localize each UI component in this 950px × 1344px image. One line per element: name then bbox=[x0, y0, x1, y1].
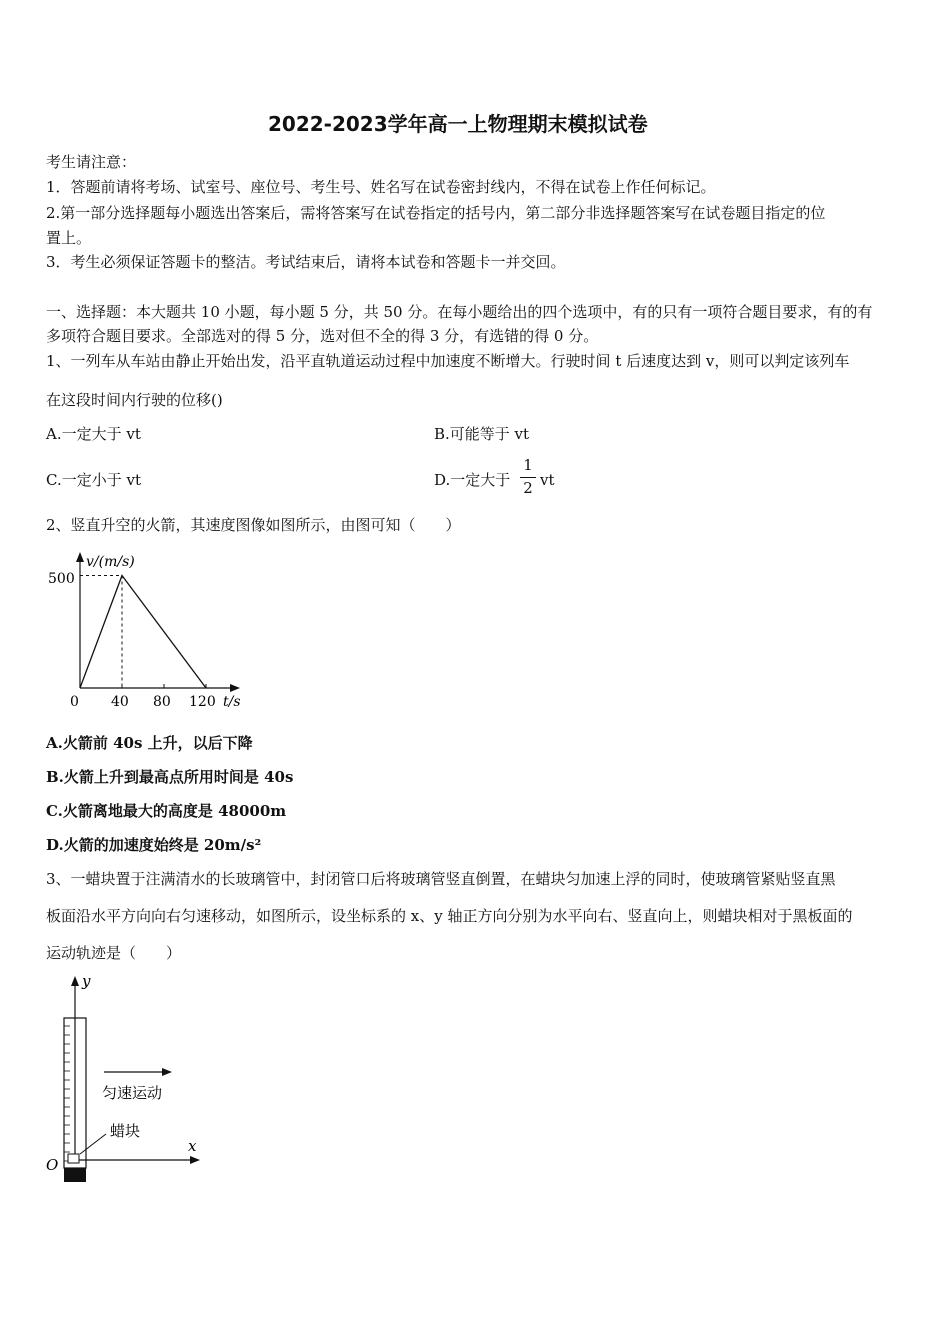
figure-y-label: y bbox=[82, 972, 91, 990]
graph-x-label: t/s bbox=[223, 694, 241, 710]
notice-item-2: 2.第一部分选择题每小题选出答案后，需将答案写在试卷指定的括号内，第二部分非选择题答案写在试卷题目指定的位 bbox=[46, 204, 826, 222]
notice-heading: 考生请注意： bbox=[46, 153, 137, 171]
q1-stem-line1: 1、一列车从车站由静止开始出发，沿平直轨道运动过程中加速度不断增大。行驶时间 t 后速度达到 v，则可以判定该列车 bbox=[46, 352, 850, 370]
section-heading-line1: 一、选择题：本大题共 10 小题，每小题 5 分，共 50 分。在每小题给出的四个选项中，有的只有一项符合题目要求，有的有 bbox=[46, 303, 873, 321]
graph-x-tick-80: 80 bbox=[153, 694, 171, 710]
q1-option-c: C.一定小于 vt bbox=[46, 471, 141, 489]
q2-option-b: B.火箭上升到最高点所用时间是 40s bbox=[46, 768, 294, 786]
notice-item-1: 1．答题前请将考场、试室号、座位号、考生号、姓名写在试卷密封线内，不得在试卷上作任何标记。 bbox=[46, 178, 716, 196]
page-title: 2022-2023学年高一上物理期末模拟试卷 bbox=[268, 112, 648, 136]
graph-x-arrow bbox=[230, 684, 240, 692]
wax-block-label: 蜡块 bbox=[110, 1122, 141, 1140]
tube-bottom-plug bbox=[64, 1168, 86, 1182]
graph-x-tick-120: 120 bbox=[189, 694, 216, 710]
notice-item-2-cont: 置上。 bbox=[46, 229, 92, 247]
wax-block bbox=[68, 1154, 79, 1163]
glass-tube-figure bbox=[40, 968, 220, 1190]
figure-x-label: x bbox=[188, 1137, 197, 1155]
graph-y-tick-500: 500 bbox=[48, 571, 75, 587]
graph-x-tick-0: 0 bbox=[70, 694, 79, 710]
q1-option-d-fraction-bar bbox=[520, 477, 536, 478]
graph-x-tick-40: 40 bbox=[111, 694, 129, 710]
q2-option-c: C.火箭离地最大的高度是 48000m bbox=[46, 802, 287, 820]
figure-origin-label: O bbox=[46, 1156, 59, 1174]
q2-option-d: D.火箭的加速度始终是 20m/s² bbox=[46, 836, 262, 854]
q2-stem: 2、竖直升空的火箭，其速度图像如图所示，由图可知（ ） bbox=[46, 516, 461, 534]
graph-y-arrow bbox=[76, 552, 84, 562]
q1-option-d-suffix: vt bbox=[540, 471, 555, 489]
q3-stem-line1: 3、一蜡块置于注满清水的长玻璃管中，封闭管口后将玻璃管竖直倒置，在蜡块匀加速上浮的同时，使玻璃管紧贴竖直黑 bbox=[46, 870, 836, 888]
section-heading-line2: 多项符合题目要求。全部选对的得 5 分，选对但不全的得 3 分，有选错的得 0 分。 bbox=[46, 327, 599, 345]
wax-block-pointer bbox=[80, 1134, 106, 1154]
velocity-line bbox=[80, 576, 206, 689]
q1-stem-line2: 在这段时间内行驶的位移() bbox=[46, 391, 223, 409]
q1-option-d-numerator: 1 bbox=[523, 456, 533, 474]
motion-arrow-head bbox=[162, 1068, 172, 1076]
q1-option-b: B.可能等于 vt bbox=[434, 425, 530, 443]
q3-stem-line2: 板面沿水平方向向右匀速移动，如图所示，设坐标系的 x、y 轴正方向分别为水平向右、竖直向上，则蜡块相对于黑板面的 bbox=[46, 907, 853, 925]
figure-y-arrow bbox=[71, 976, 79, 986]
q1-option-d-prefix: D.一定大于 bbox=[434, 471, 511, 489]
velocity-time-graph bbox=[40, 548, 260, 716]
q2-option-a: A.火箭前 40s 上升，以后下降 bbox=[46, 734, 253, 752]
graph-y-label: v/(m/s) bbox=[86, 554, 135, 570]
notice-item-3: 3．考生必须保证答题卡的整洁。考试结束后，请将本试卷和答题卡一并交回。 bbox=[46, 253, 566, 271]
q1-option-d-denominator: 2 bbox=[523, 479, 533, 497]
motion-label: 匀速运动 bbox=[102, 1084, 163, 1102]
figure-x-arrow bbox=[190, 1156, 200, 1164]
q1-option-a: A.一定大于 vt bbox=[46, 425, 141, 443]
q3-stem-line3: 运动轨迹是（ ） bbox=[46, 944, 182, 962]
